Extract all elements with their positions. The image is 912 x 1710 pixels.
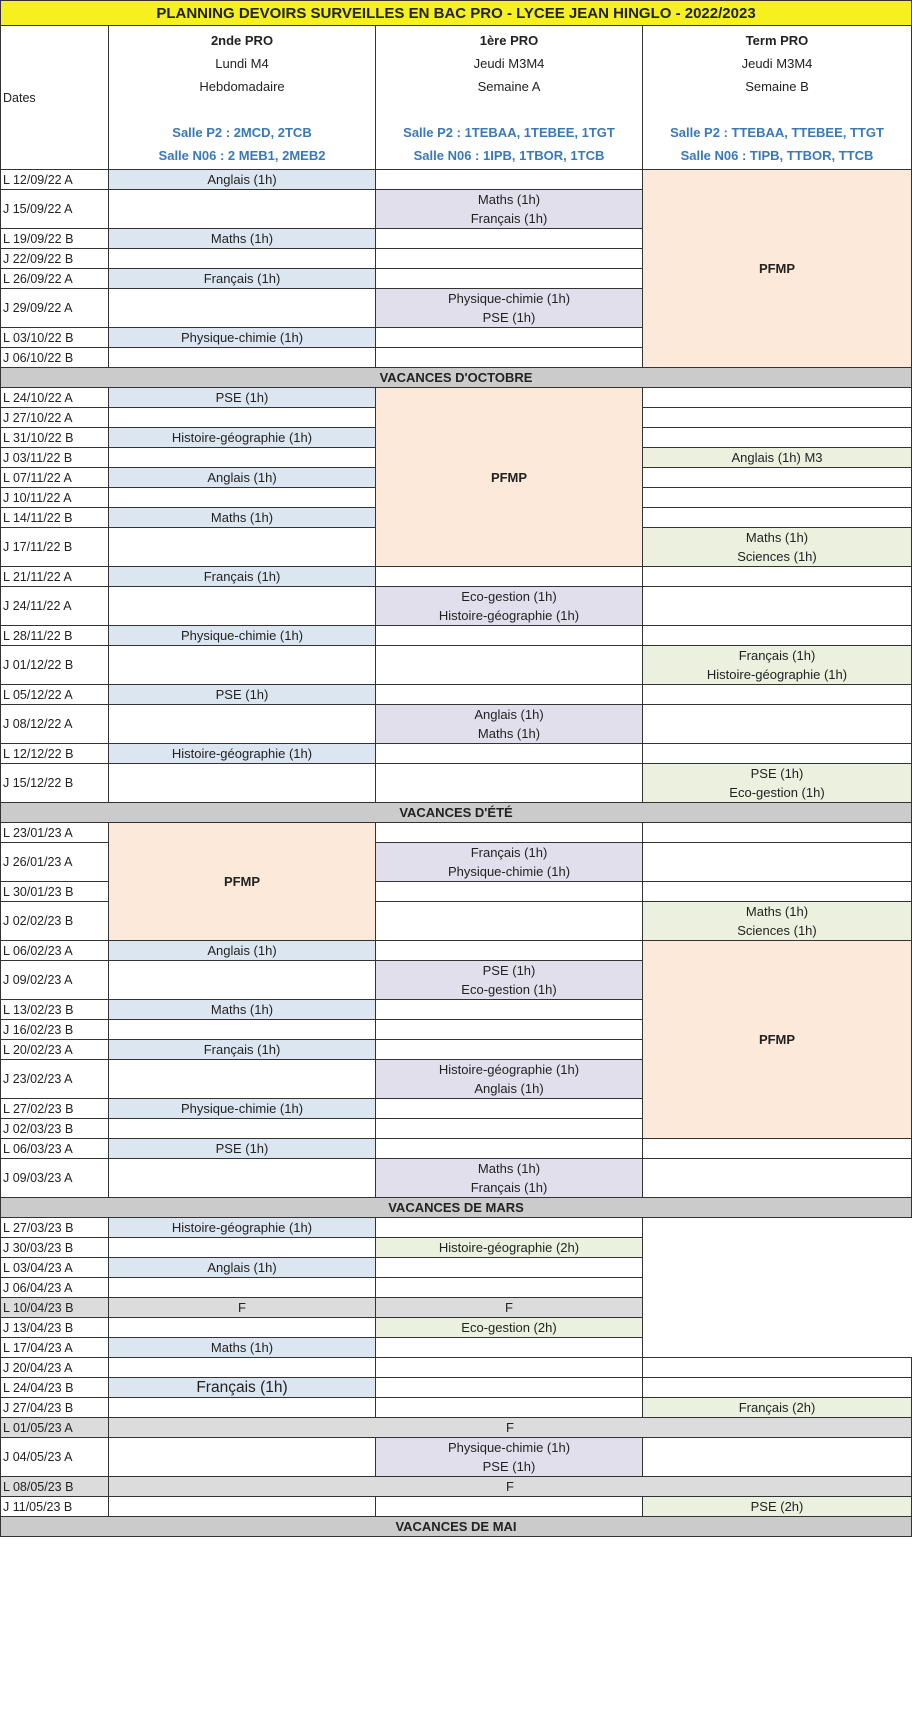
exam-subject: Français (1h) — [470, 845, 548, 860]
date-cell: J 30/03/23 B — [1, 1238, 109, 1258]
column-room-2: Salle N06 : 2 MEB1, 2MEB2 — [158, 147, 326, 163]
empty-cell — [376, 1497, 643, 1517]
date-cell: L 28/11/22 B — [1, 626, 109, 646]
empty-cell — [376, 1099, 643, 1119]
exam-subject: Histoire-géographie (1h) — [438, 1062, 580, 1077]
schedule-row — [1, 1358, 912, 1378]
vacation-banner: VACANCES DE MAI — [1, 1517, 912, 1537]
exam-cell — [109, 744, 376, 764]
exam-subject: Sciences (1h) — [737, 923, 817, 938]
column-frequency: Semaine A — [477, 78, 541, 94]
column-name: 2nde PRO — [210, 32, 274, 48]
exam-subject: Sciences (1h) — [737, 549, 817, 564]
exam-subject: Français (1h) — [470, 1180, 548, 1195]
date-cell: L 10/04/23 B — [1, 1298, 109, 1318]
empty-cell — [376, 1258, 643, 1278]
exam-cell — [109, 269, 376, 289]
schedule-row — [1, 1438, 912, 1477]
empty-cell — [643, 408, 912, 428]
schedule-row — [1, 764, 912, 803]
empty-cell — [109, 528, 376, 567]
exam-subject: Histoire-géographie (2h) — [438, 1240, 580, 1255]
empty-cell — [643, 1438, 912, 1477]
column-slot: Jeudi M3M4 — [741, 55, 813, 71]
date-cell: J 06/04/23 A — [1, 1278, 109, 1298]
date-cell: L 13/02/23 B — [1, 1000, 109, 1020]
column-header-2nde — [109, 26, 376, 170]
empty-cell — [109, 1318, 376, 1338]
exam-subject: Physique-chimie (1h) — [447, 291, 571, 306]
empty-cell — [109, 1060, 376, 1099]
empty-cell — [109, 348, 376, 368]
date-cell: L 14/11/22 B — [1, 508, 109, 528]
empty-cell — [376, 1119, 643, 1139]
empty-cell — [109, 190, 376, 229]
schedule-row — [1, 1218, 912, 1238]
empty-cell — [643, 1159, 912, 1198]
empty-cell — [643, 488, 912, 508]
date-cell: J 22/09/22 B — [1, 249, 109, 269]
exam-cell — [109, 1040, 376, 1060]
date-cell: J 04/05/23 A — [1, 1438, 109, 1477]
empty-cell — [109, 1238, 376, 1258]
column-frequency: Hebdomadaire — [199, 78, 285, 94]
empty-cell — [109, 764, 376, 803]
empty-cell — [376, 902, 643, 941]
exam-subject: Maths (1h) — [210, 1002, 274, 1017]
empty-cell — [643, 882, 912, 902]
date-cell: J 17/11/22 B — [1, 528, 109, 567]
exam-cell — [109, 941, 376, 961]
schedule-row — [1, 941, 912, 961]
date-cell: L 12/12/22 B — [1, 744, 109, 764]
date-cell: L 06/02/23 A — [1, 941, 109, 961]
vacation-row — [1, 1517, 912, 1537]
exam-subject: Anglais (1h) M3 — [731, 450, 823, 465]
exam-cell — [109, 685, 376, 705]
schedule-row — [1, 1278, 912, 1298]
exam-cell — [109, 1258, 376, 1278]
date-cell: J 27/10/22 A — [1, 408, 109, 428]
schedule-row — [1, 1497, 912, 1517]
exam-cell — [643, 902, 912, 941]
exam-subject: Français (1h) — [203, 569, 281, 584]
date-cell: L 24/04/23 B — [1, 1378, 109, 1398]
date-cell: J 15/12/22 B — [1, 764, 109, 803]
exam-cell — [376, 705, 643, 744]
exam-subject: PSE (1h) — [215, 390, 269, 405]
empty-cell — [376, 1139, 643, 1159]
exam-cell — [109, 468, 376, 488]
date-cell: L 27/02/23 B — [1, 1099, 109, 1119]
empty-cell — [376, 229, 643, 249]
holiday-cell — [376, 1298, 643, 1318]
exam-subject: PSE (1h) — [750, 766, 804, 781]
exam-subject: Maths (1h) — [477, 1161, 541, 1176]
empty-cell — [376, 1020, 643, 1040]
exam-subject: Histoire-géographie (1h) — [171, 1220, 313, 1235]
date-cell: L 06/03/23 A — [1, 1139, 109, 1159]
exam-cell — [376, 843, 643, 882]
date-cell: J 10/11/22 A — [1, 488, 109, 508]
exam-cell — [376, 289, 643, 328]
exam-cell — [109, 567, 376, 587]
schedule-row — [1, 646, 912, 685]
vacation-row — [1, 803, 912, 823]
empty-cell — [109, 408, 376, 428]
date-cell: J 11/05/23 B — [1, 1497, 109, 1517]
date-cell: L 19/09/22 B — [1, 229, 109, 249]
exam-subject: Anglais (1h) — [207, 470, 277, 485]
schedule-row — [1, 1258, 912, 1278]
column-room-1: Salle P2 : 1TEBAA, 1TEBEE, 1TGT — [403, 124, 615, 140]
exam-subject: Physique-chimie (1h) — [180, 628, 304, 643]
column-name: 1ère PRO — [479, 32, 539, 48]
exam-subject: PSE (2h) — [750, 1499, 804, 1514]
exam-subject: Histoire-géographie (1h) — [171, 430, 313, 445]
date-cell: L 01/05/23 A — [1, 1418, 109, 1438]
empty-cell — [109, 1438, 376, 1477]
column-slot: Lundi M4 — [215, 55, 269, 71]
date-cell: J 03/11/22 B — [1, 448, 109, 468]
empty-cell — [109, 646, 376, 685]
empty-cell — [109, 488, 376, 508]
empty-cell — [376, 348, 643, 368]
exam-cell — [643, 646, 912, 685]
empty-cell — [376, 249, 643, 269]
schedule-row — [1, 170, 912, 190]
exam-subject: Maths (1h) — [477, 192, 541, 207]
exam-subject: PSE (1h) — [482, 963, 536, 978]
exam-subject: PSE (1h) — [215, 687, 269, 702]
exam-cell — [643, 1398, 912, 1418]
date-cell: J 08/12/22 A — [1, 705, 109, 744]
date-cell: J 27/04/23 B — [1, 1398, 109, 1418]
empty-cell — [109, 289, 376, 328]
date-cell: J 09/03/23 A — [1, 1159, 109, 1198]
empty-cell — [109, 1398, 376, 1418]
exam-subject: Français (2h) — [738, 1400, 816, 1415]
holiday-cell: F — [109, 1418, 912, 1438]
date-cell: L 26/09/22 A — [1, 269, 109, 289]
exam-subject: Histoire-géographie (1h) — [438, 608, 580, 623]
date-cell: J 02/02/23 B — [1, 902, 109, 941]
column-room-2: Salle N06 : 1IPB, 1TBOR, 1TCB — [413, 147, 605, 163]
empty-cell — [376, 1040, 643, 1060]
exam-subject: Physique-chimie (1h) — [447, 864, 571, 879]
empty-cell — [109, 705, 376, 744]
exam-cell — [109, 428, 376, 448]
schedule-row — [1, 1238, 912, 1258]
empty-cell — [376, 685, 643, 705]
exam-subject: Français (1h) — [203, 271, 281, 286]
empty-cell — [376, 744, 643, 764]
date-cell: L 27/03/23 B — [1, 1218, 109, 1238]
schedule-row — [1, 1378, 912, 1398]
exam-subject: Eco-gestion (1h) — [729, 785, 825, 800]
exam-cell — [109, 328, 376, 348]
exam-cell — [643, 1497, 912, 1517]
empty-cell — [109, 1159, 376, 1198]
exam-cell — [376, 1238, 643, 1258]
exam-cell — [109, 1218, 376, 1238]
vacation-row — [1, 1198, 912, 1218]
column-room-2: Salle N06 : TIPB, TTBOR, TTCB — [680, 147, 874, 163]
schedule-row — [1, 1338, 912, 1358]
holiday-cell — [109, 1298, 376, 1318]
empty-cell — [109, 448, 376, 468]
pfmp-block: PFMP — [109, 823, 376, 941]
date-cell: L 17/04/23 A — [1, 1338, 109, 1358]
date-cell: J 09/02/23 A — [1, 961, 109, 1000]
exam-subject: Anglais (1h) — [474, 1081, 544, 1096]
dates-header: Dates — [1, 26, 109, 170]
exam-cell — [643, 448, 912, 468]
exam-cell — [376, 190, 643, 229]
date-cell: L 24/10/22 A — [1, 388, 109, 408]
date-cell: L 12/09/22 A — [1, 170, 109, 190]
empty-cell — [376, 170, 643, 190]
empty-cell — [109, 1358, 376, 1378]
column-room-1: Salle P2 : TTEBAA, TTEBEE, TTGT — [670, 124, 884, 140]
date-cell: J 01/12/22 B — [1, 646, 109, 685]
date-cell: L 23/01/23 A — [1, 823, 109, 843]
date-cell: J 20/04/23 A — [1, 1358, 109, 1378]
pfmp-block: PFMP — [376, 388, 643, 567]
exam-cell — [376, 1060, 643, 1099]
exam-cell — [376, 587, 643, 626]
holiday-cell: F — [109, 1477, 912, 1497]
date-cell: L 03/04/23 A — [1, 1258, 109, 1278]
empty-cell — [643, 508, 912, 528]
exam-subject: Anglais (1h) — [207, 1260, 277, 1275]
page-title: PLANNING DEVOIRS SURVEILLES EN BAC PRO - LYCEE JEAN HINGLO - 2022/2023 — [1, 1, 912, 26]
empty-cell — [376, 764, 643, 803]
empty-cell — [109, 1278, 376, 1298]
exam-cell — [643, 528, 912, 567]
exam-subject: Maths (1h) — [477, 726, 541, 741]
schedule-row — [1, 1298, 912, 1318]
exam-subject: Anglais (1h) — [207, 172, 277, 187]
empty-cell — [376, 269, 643, 289]
vacation-banner: VACANCES D'OCTOBRE — [1, 368, 912, 388]
empty-cell — [376, 1278, 643, 1298]
exam-subject: Physique-chimie (1h) — [180, 330, 304, 345]
empty-cell — [109, 587, 376, 626]
schedule-row — [1, 744, 912, 764]
date-cell: J 15/09/22 A — [1, 190, 109, 229]
exam-subject: Histoire-géographie (1h) — [706, 667, 848, 682]
empty-cell — [643, 843, 912, 882]
empty-cell — [376, 328, 643, 348]
date-cell: L 31/10/22 B — [1, 428, 109, 448]
exam-cell — [643, 764, 912, 803]
exam-subject: Maths (1h) — [210, 510, 274, 525]
empty-cell — [643, 685, 912, 705]
empty-cell — [376, 1378, 643, 1398]
empty-cell — [376, 1358, 643, 1378]
date-cell: L 08/05/23 B — [1, 1477, 109, 1497]
empty-cell — [643, 388, 912, 408]
exam-subject: F — [238, 1300, 246, 1315]
empty-cell — [376, 1338, 643, 1358]
schedule-row — [1, 626, 912, 646]
exam-subject: F — [505, 1300, 513, 1315]
exam-subject: Maths (1h) — [210, 231, 274, 246]
empty-cell — [643, 587, 912, 626]
exam-subject: PSE (1h) — [482, 1459, 536, 1474]
column-room-1: Salle P2 : 2MCD, 2TCB — [172, 124, 312, 140]
vacation-row — [1, 368, 912, 388]
empty-cell — [376, 646, 643, 685]
column-slot: Jeudi M3M4 — [473, 55, 545, 71]
date-cell: J 29/09/22 A — [1, 289, 109, 328]
date-cell: L 20/02/23 A — [1, 1040, 109, 1060]
empty-cell — [643, 428, 912, 448]
empty-cell — [376, 1218, 643, 1238]
schedule-row — [1, 1477, 912, 1497]
schedule-row — [1, 823, 912, 843]
date-cell: J 16/02/23 B — [1, 1020, 109, 1040]
pfmp-block: PFMP — [643, 941, 912, 1139]
exam-cell — [109, 170, 376, 190]
date-cell: J 06/10/22 B — [1, 348, 109, 368]
schedule-row — [1, 567, 912, 587]
date-cell: J 13/04/23 B — [1, 1318, 109, 1338]
schedule-row — [1, 1318, 912, 1338]
exam-subject: Français (1h) — [470, 211, 548, 226]
empty-cell — [376, 1398, 643, 1418]
empty-cell — [643, 468, 912, 488]
empty-cell — [643, 626, 912, 646]
empty-cell — [643, 1358, 912, 1378]
empty-cell — [643, 1139, 912, 1159]
exam-cell — [109, 626, 376, 646]
exam-cell — [376, 961, 643, 1000]
empty-cell — [376, 567, 643, 587]
date-cell: J 02/03/23 B — [1, 1119, 109, 1139]
exam-cell — [109, 1338, 376, 1358]
empty-cell — [643, 823, 912, 843]
schedule-row — [1, 705, 912, 744]
exam-cell — [109, 508, 376, 528]
exam-subject: Eco-gestion (1h) — [461, 589, 557, 604]
exam-cell — [109, 229, 376, 249]
exam-cell — [109, 388, 376, 408]
empty-cell — [643, 1378, 912, 1398]
column-name: Term PRO — [745, 32, 809, 48]
exam-subject: Eco-gestion (1h) — [461, 982, 557, 997]
exam-cell — [109, 1099, 376, 1119]
empty-cell — [643, 744, 912, 764]
exam-cell — [376, 1159, 643, 1198]
column-header-1ere — [376, 26, 643, 170]
exam-subject: Français (1h) — [738, 648, 816, 663]
exam-subject: Maths (1h) — [745, 530, 809, 545]
exam-subject: Anglais (1h) — [207, 943, 277, 958]
empty-cell — [376, 1000, 643, 1020]
pfmp-block: PFMP — [643, 170, 912, 368]
date-cell: L 21/11/22 A — [1, 567, 109, 587]
exam-subject: Physique-chimie (1h) — [180, 1101, 304, 1116]
exam-subject: Maths (1h) — [210, 1340, 274, 1355]
empty-cell — [376, 941, 643, 961]
empty-cell — [109, 1119, 376, 1139]
empty-cell — [643, 567, 912, 587]
exam-subject: PSE (1h) — [482, 310, 536, 325]
empty-cell — [109, 961, 376, 1000]
exam-cell — [109, 1378, 376, 1398]
empty-cell — [376, 823, 643, 843]
exam-subject: Anglais (1h) — [474, 707, 544, 722]
empty-cell — [109, 1497, 376, 1517]
schedule-row — [1, 587, 912, 626]
schedule-row — [1, 1159, 912, 1198]
column-header-term — [643, 26, 912, 170]
exam-cell — [376, 1438, 643, 1477]
exam-subject: Physique-chimie (1h) — [447, 1440, 571, 1455]
empty-cell — [109, 1020, 376, 1040]
column-frequency: Semaine B — [745, 78, 809, 94]
exam-cell — [376, 1318, 643, 1338]
empty-cell — [643, 705, 912, 744]
schedule-row — [1, 1418, 912, 1438]
exam-subject: Français (1h) — [203, 1042, 281, 1057]
date-cell: L 05/12/22 A — [1, 685, 109, 705]
date-cell: L 03/10/22 B — [1, 328, 109, 348]
exam-subject: Français (1h) — [196, 1379, 288, 1396]
empty-cell — [376, 882, 643, 902]
exam-cell — [109, 1139, 376, 1159]
date-cell: L 30/01/23 B — [1, 882, 109, 902]
empty-cell — [109, 249, 376, 269]
exam-subject: Histoire-géographie (1h) — [171, 746, 313, 761]
schedule-row — [1, 685, 912, 705]
exam-subject: PSE (1h) — [215, 1141, 269, 1156]
schedule-row — [1, 1139, 912, 1159]
schedule-row — [1, 388, 912, 408]
date-cell: J 26/01/23 A — [1, 843, 109, 882]
date-cell: L 07/11/22 A — [1, 468, 109, 488]
date-cell: J 24/11/22 A — [1, 587, 109, 626]
schedule-row — [1, 1398, 912, 1418]
date-cell: J 23/02/23 A — [1, 1060, 109, 1099]
vacation-banner: VACANCES D'ÉTÉ — [1, 803, 912, 823]
empty-cell — [376, 626, 643, 646]
exam-subject: Maths (1h) — [745, 904, 809, 919]
exam-cell — [109, 1000, 376, 1020]
vacation-banner: VACANCES DE MARS — [1, 1198, 912, 1218]
exam-subject: Eco-gestion (2h) — [461, 1320, 557, 1335]
